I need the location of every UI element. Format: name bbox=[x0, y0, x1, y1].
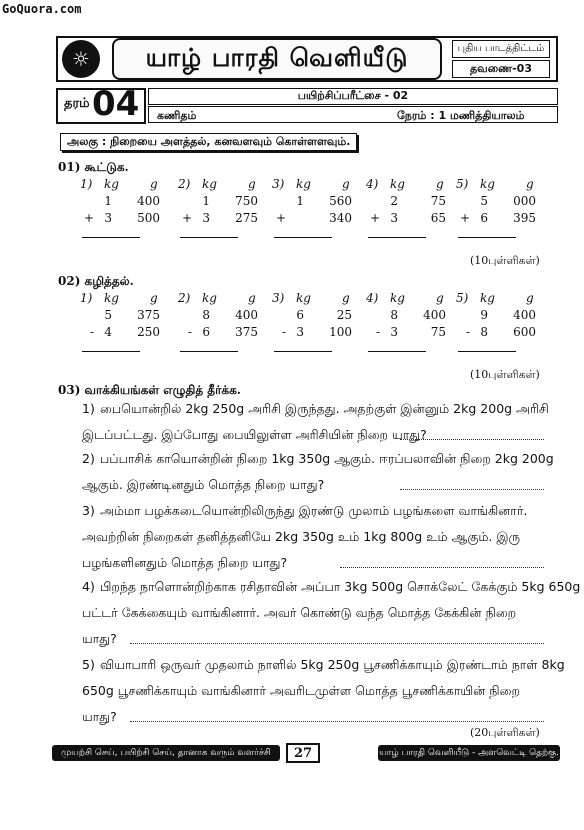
answer-line[interactable] bbox=[368, 237, 426, 238]
answer-line[interactable] bbox=[180, 351, 238, 352]
problem-text: இடப்பட்டது. இப்போது பையிலுள்ள அரிசியின் நிறை யாது? bbox=[82, 427, 427, 442]
problem-number: 4) bbox=[366, 291, 379, 305]
exam-title: பயிற்சிப்பரீட்சை - 02 bbox=[148, 88, 558, 105]
g-header: g bbox=[248, 291, 256, 305]
answer-dotted-line[interactable] bbox=[340, 567, 544, 568]
second-kg: 4 bbox=[104, 325, 112, 339]
second-g: 250 bbox=[137, 325, 160, 339]
problem-number: 1) bbox=[80, 291, 93, 305]
answer-dotted-line[interactable] bbox=[130, 643, 544, 644]
problem-number: 1) bbox=[80, 177, 93, 191]
kg-header: kg bbox=[104, 291, 119, 305]
first-kg: 8 bbox=[390, 308, 398, 322]
first-g: 400 bbox=[137, 194, 160, 208]
g-header: g bbox=[342, 177, 350, 191]
first-kg: 2 bbox=[390, 194, 398, 208]
g-header: g bbox=[526, 177, 534, 191]
second-g: 275 bbox=[235, 211, 258, 225]
kg-header: kg bbox=[390, 291, 405, 305]
kg-header: kg bbox=[480, 291, 495, 305]
subject-bar bbox=[148, 106, 558, 123]
first-kg: 1 bbox=[296, 194, 304, 208]
second-kg: 3 bbox=[104, 211, 112, 225]
kg-header: kg bbox=[480, 177, 495, 191]
problem-number: 1) bbox=[82, 401, 95, 416]
second-g: 100 bbox=[329, 325, 352, 339]
q2-heading: 02) கழித்தல். bbox=[58, 274, 134, 288]
first-kg: 9 bbox=[480, 308, 488, 322]
answer-line[interactable] bbox=[274, 351, 332, 352]
problem-text: பழங்களினதும் மொத்த நிறை யாது? bbox=[82, 555, 288, 570]
g-header: g bbox=[436, 177, 444, 191]
problem-number: 5) bbox=[456, 177, 469, 191]
second-kg: 3 bbox=[202, 211, 210, 225]
q2-marks: (10புள்ளிகள்) bbox=[470, 368, 540, 381]
first-g: 750 bbox=[235, 194, 258, 208]
first-g: 25 bbox=[336, 308, 352, 322]
subject: கணிதம் bbox=[157, 109, 197, 122]
kg-header: kg bbox=[202, 291, 217, 305]
operator: + bbox=[276, 211, 287, 225]
problem-text: வியாபாரி ஒருவர் முதலாம் நாளில் 5kg 250g பூசணிக்காயும் இரண்டாம் நாள் 8kg bbox=[100, 657, 565, 672]
problem-number: 2) bbox=[178, 177, 191, 191]
term-badge: தவணை-03 bbox=[452, 60, 550, 78]
answer-line[interactable] bbox=[368, 351, 426, 352]
answer-line[interactable] bbox=[274, 237, 332, 238]
second-g: 340 bbox=[329, 211, 352, 225]
first-kg: 5 bbox=[104, 308, 112, 322]
answer-dotted-line[interactable] bbox=[400, 439, 544, 440]
operator: + bbox=[84, 211, 95, 225]
first-g: 75 bbox=[430, 194, 446, 208]
kg-header: kg bbox=[296, 291, 311, 305]
operator: + bbox=[182, 211, 193, 225]
problem-number: 2) bbox=[82, 451, 95, 466]
site-watermark-text: GoQuora.com bbox=[2, 2, 82, 16]
q1-heading: 01) கூட்டுக. bbox=[58, 160, 129, 174]
second-kg: 3 bbox=[296, 325, 304, 339]
first-kg: 1 bbox=[202, 194, 210, 208]
second-g: 375 bbox=[235, 325, 258, 339]
grade-label: தரம் bbox=[64, 96, 90, 111]
problem-number: 3) bbox=[272, 291, 285, 305]
problem-number: 5) bbox=[82, 657, 95, 672]
exam-time: நேரம் : 1 மணித்தியாலம் bbox=[397, 109, 525, 122]
q3-marks: (20புள்ளிகள்) bbox=[470, 726, 540, 739]
first-g: 400 bbox=[423, 308, 446, 322]
kg-header: kg bbox=[202, 177, 217, 191]
unit-label: அலகு : நிறையை அளத்தல், கனவளவும் கொள்ளளவும். bbox=[60, 133, 357, 151]
answer-line[interactable] bbox=[180, 237, 238, 238]
problem-text: பையொன்றில் 2kg 250g அரிசி இருந்தது. அதற்குள் இன்னும் 2kg 200g அரிசி bbox=[100, 401, 549, 416]
g-header: g bbox=[436, 291, 444, 305]
problem-text: யாது? bbox=[82, 631, 117, 646]
operator: - bbox=[465, 325, 470, 339]
problem-text: பட்டர் கேக்கையும் வாங்கினார். அவர் கொண்டு வந்த மொத்த கேக்கின் நிறை bbox=[82, 605, 517, 620]
first-g: 400 bbox=[235, 308, 258, 322]
problem-number: 2) bbox=[178, 291, 191, 305]
operator: - bbox=[375, 325, 380, 339]
second-g: 500 bbox=[137, 211, 160, 225]
first-g: 560 bbox=[329, 194, 352, 208]
problem-text: ஆகும். இரண்டினதும் மொத்த நிறை யாது? bbox=[82, 477, 325, 492]
operator: - bbox=[281, 325, 286, 339]
problem-number: 4) bbox=[82, 579, 95, 594]
answer-line[interactable] bbox=[458, 237, 516, 238]
logo-icon: ☼ bbox=[62, 40, 100, 78]
footer-motto: முயற்சி செய், பயிற்சி செய், தானாக வரும் வளர்ச்சி bbox=[52, 745, 280, 761]
answer-line[interactable] bbox=[82, 237, 140, 238]
first-kg: 8 bbox=[202, 308, 210, 322]
second-kg: 6 bbox=[480, 211, 488, 225]
footer-publisher: யாழ் பாரதி வெளியீடு - அளவெட்டி தெற்கு. bbox=[378, 745, 560, 761]
page-number: 27 bbox=[286, 743, 320, 763]
problem-text: யாது? bbox=[82, 709, 117, 724]
second-g: 75 bbox=[430, 325, 446, 339]
operator: + bbox=[460, 211, 471, 225]
problem-text: அம்மா பழக்கடையொன்றிலிருந்து இரண்டு முலாம் பழங்களை வாங்கினார். bbox=[100, 503, 528, 518]
first-g: 400 bbox=[513, 308, 536, 322]
second-g: 395 bbox=[513, 211, 536, 225]
answer-dotted-line[interactable] bbox=[400, 489, 544, 490]
second-kg: 6 bbox=[202, 325, 210, 339]
operator: - bbox=[187, 325, 192, 339]
publication-title: யாழ் பாரதி வெளியீடு bbox=[112, 38, 442, 80]
answer-dotted-line[interactable] bbox=[130, 721, 544, 722]
first-g: 375 bbox=[137, 308, 160, 322]
second-kg: 8 bbox=[480, 325, 488, 339]
first-kg: 1 bbox=[104, 194, 112, 208]
g-header: g bbox=[150, 177, 158, 191]
kg-header: kg bbox=[104, 177, 119, 191]
problem-number: 3) bbox=[272, 177, 285, 191]
problem-text: அவற்றின் நிறைகள் தனித்தனியே 2kg 350g உம் 1kg 800g உம் ஆகும். இரு bbox=[82, 529, 521, 544]
problem-number: 4) bbox=[366, 177, 379, 191]
syllabus-badge: புதிய பாடத்திட்டம் bbox=[452, 40, 550, 58]
q3-heading: 03) வாக்கியங்கள் எழுதித் தீர்க்க. bbox=[58, 383, 241, 397]
g-header: g bbox=[342, 291, 350, 305]
operator: + bbox=[370, 211, 381, 225]
kg-header: kg bbox=[296, 177, 311, 191]
first-kg: 5 bbox=[480, 194, 488, 208]
problem-number: 5) bbox=[456, 291, 469, 305]
second-kg: 3 bbox=[390, 325, 398, 339]
problem-text: பிறந்த நாளொன்றிற்காக ரசிதாவின் அப்பா 3kg 500g சொக்லேட் கேக்கும் 5kg 650g bbox=[100, 579, 581, 594]
grade-number: 04 bbox=[92, 84, 140, 124]
problem-number: 3) bbox=[82, 503, 95, 518]
second-kg: 3 bbox=[390, 211, 398, 225]
first-kg: 6 bbox=[296, 308, 304, 322]
answer-line[interactable] bbox=[458, 351, 516, 352]
g-header: g bbox=[526, 291, 534, 305]
second-g: 600 bbox=[513, 325, 536, 339]
first-g: 000 bbox=[513, 194, 536, 208]
problem-text: 650g பூசணிக்காயும் வாங்கினார் அவரிடமுள்ள மொத்த பூசணிக்காயின் நிறை bbox=[82, 683, 520, 698]
answer-line[interactable] bbox=[82, 351, 140, 352]
q1-marks: (10புள்ளிகள்) bbox=[470, 254, 540, 267]
operator: - bbox=[89, 325, 94, 339]
problem-text: பப்பாசிக் காயொன்றின் நிறை 1kg 350g ஆகும். ஈரப்பலாவின் நிறை 2kg 200g bbox=[100, 451, 554, 466]
second-g: 65 bbox=[430, 211, 446, 225]
g-header: g bbox=[150, 291, 158, 305]
kg-header: kg bbox=[390, 177, 405, 191]
g-header: g bbox=[248, 177, 256, 191]
